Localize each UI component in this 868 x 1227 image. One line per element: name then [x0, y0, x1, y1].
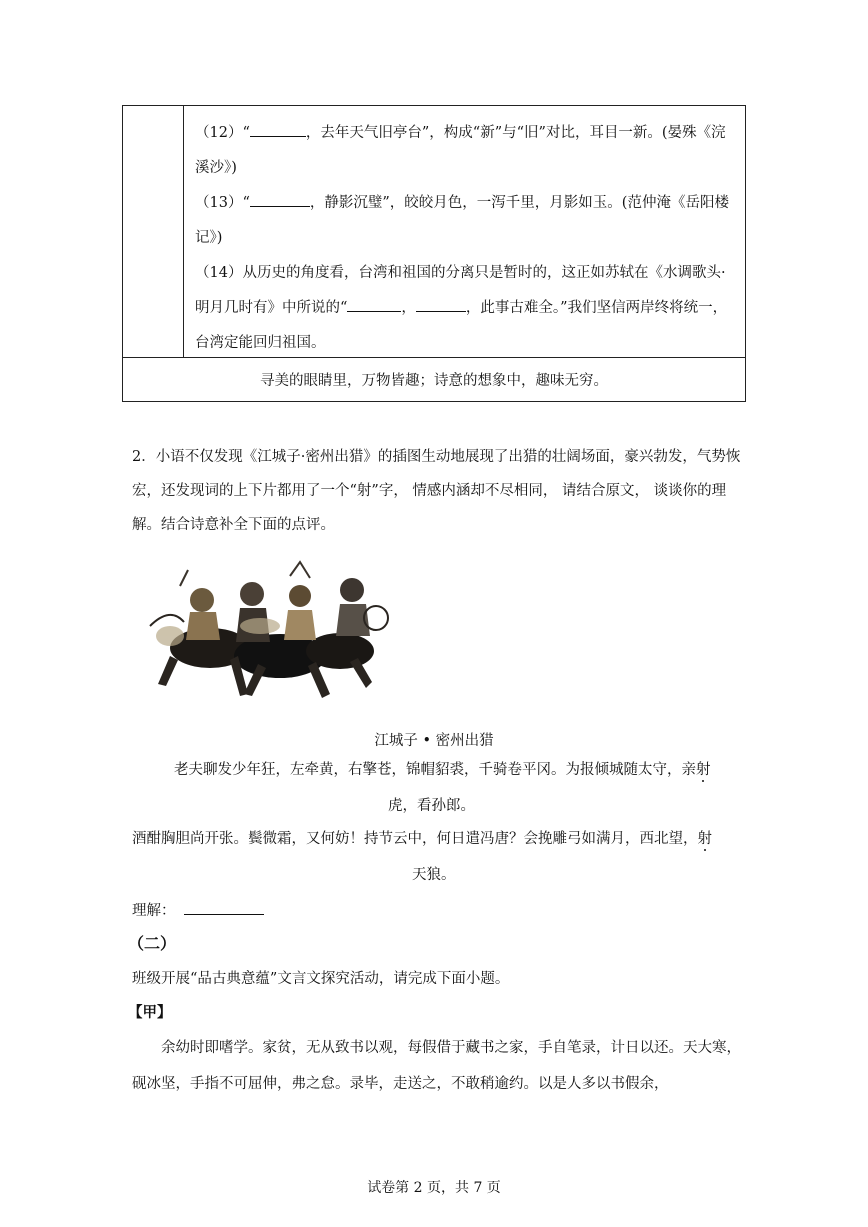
passage-jia-text: 余幼时即嗜学。家贫，无从致书以观，每假借于藏书之家，手自笔录，计日以还。天大寒，砚冰坚，手指不可屈伸，弗之怠。录毕，走送之，不敢稍逾约。以是人多以书假余， — [132, 1040, 741, 1092]
poem-line-3: 酒酣胸胆尚开张。鬓微霜，又何妨！持节云中，何日遣冯唐？会挽雕弓如满月，西北望，射 — [132, 831, 712, 847]
table-footer: 寻美的眼睛里，万物皆趣；诗意的想象中，趣味无穷。 — [260, 373, 608, 389]
question-2: 2．小语不仅发现《江城子·密州出猎》的插图生动地展现了出猎的壮阔场面，豪兴勃发，气势恢宏，还发现词的上下片都用了一个“射”字， 情感内涵却不尽相同， 请结合原文， 谈谈你的理解。结合诗意补全下面的点评。 — [132, 449, 741, 533]
table-left-column — [123, 106, 184, 357]
page-footer: 试卷第 2 页，共 7 页 — [367, 1180, 501, 1196]
poem-line-4: 天狼。 — [412, 867, 456, 883]
question-table — [122, 105, 746, 402]
passage-jia-label: 【甲】 — [128, 1004, 172, 1021]
blank-12[interactable] — [250, 122, 306, 137]
table-items — [195, 116, 740, 361]
poem-line-2: 虎，看孙郎。 — [388, 798, 475, 814]
blank-13[interactable] — [250, 192, 310, 207]
activity-intro: 班级开展“品古典意蕴”文言文探究活动，请完成下面小题。 — [132, 971, 510, 987]
understanding-answer: 理解： — [132, 899, 264, 923]
table-row-separator — [123, 357, 745, 358]
understanding-blank[interactable] — [184, 900, 264, 915]
blank-14b[interactable] — [416, 297, 466, 312]
poem-line-1: 老夫聊发少年狂，左牵黄，右擎苍，锦帽貂裘，千骑卷平冈。为报倾城随太守，亲射 — [174, 762, 711, 778]
item-14: （14）从历史的角度看，台湾和祖国的分离只是暂时的，这正如苏轼在《水调歌头·明月几时有》中所说的“ ， ，此事古难全。”我们坚信两岸终将统一，台湾定能回归祖国。 — [195, 265, 728, 351]
blank-14a[interactable] — [347, 297, 401, 312]
item-13: （13）“ ，静影沉璧”，皎皎月色，一泻千里，月影如玉。(范仲淹《岳阳楼记》) — [195, 186, 740, 256]
poem-title: 江城子 • 密州出猎 — [374, 733, 494, 749]
section-two-heading: （二） — [128, 934, 177, 953]
hunting-painting — [140, 556, 396, 706]
item-12: （12）“ ，去年天气旧亭台”，构成“新”与“旧”对比，耳目一新。(晏殊《浣溪沙》) — [195, 116, 740, 186]
